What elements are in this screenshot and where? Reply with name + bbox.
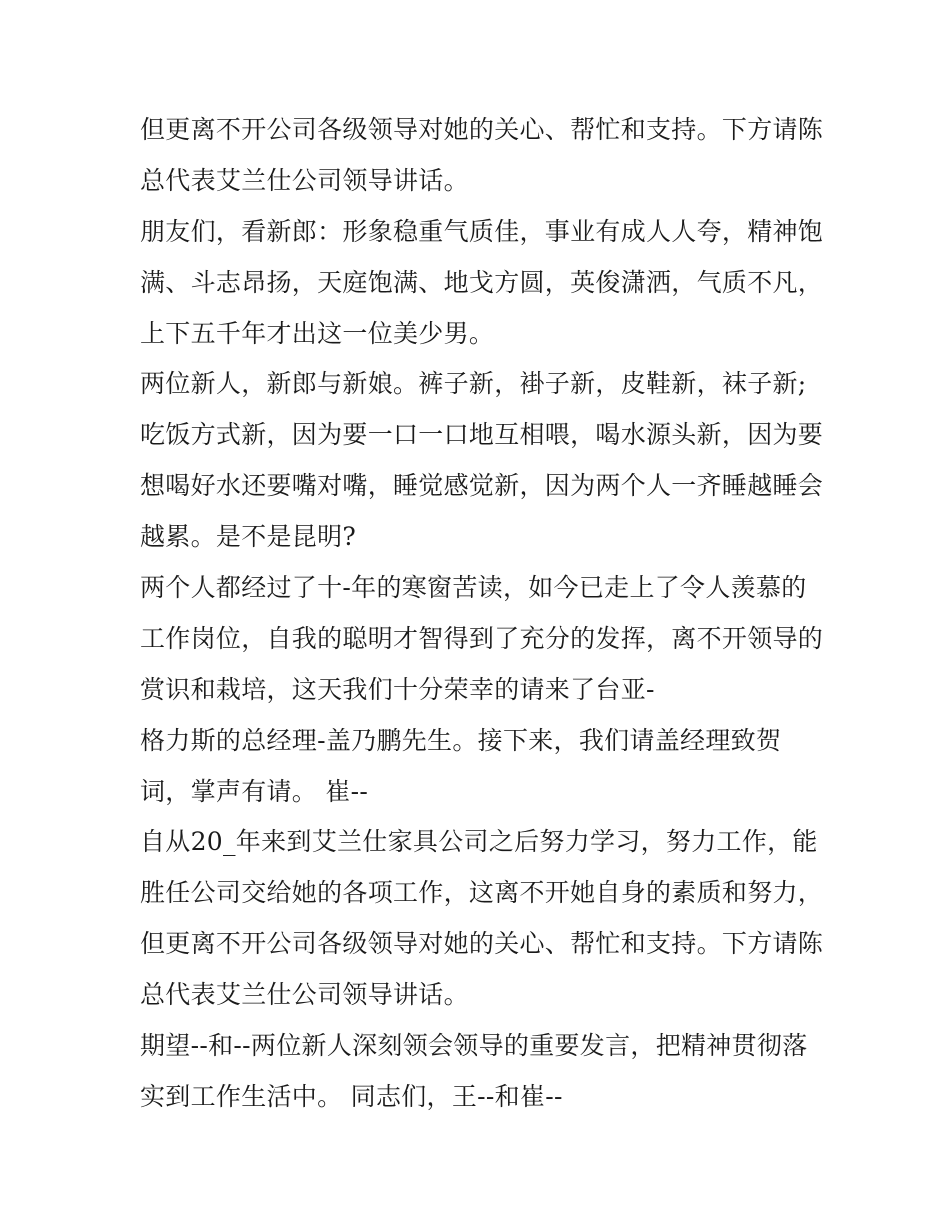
text-line: 但更离不开公司各级领导对她的关心、帮忙和支持。下方请陈 (140, 929, 824, 959)
text-line: 满、斗志昂扬，天庭饱满、地戈方圆，英俊潇洒，气质不凡， (140, 267, 824, 297)
text-line: 吃饭方式新，因为要一口一口地互相喂，喝水源头新，因为要 (140, 420, 824, 450)
text-line: 想喝好水还要嘴对嘴，睡觉感觉新，因为两个人一齐睡越睡会 (140, 471, 824, 501)
text-line: 工作岗位，自我的聪明才智得到了充分的发挥，离不开领导的 (140, 623, 824, 653)
text-line: 上下五千年才出这一位美少男。 (140, 318, 495, 348)
text-line: 总代表艾兰仕公司领导讲话。 (140, 165, 469, 195)
text-line: 但更离不开公司各级领导对她的关心、帮忙和支持。下方请陈 (140, 115, 824, 144)
text-line: 词，掌声有请。 崔-- (140, 776, 369, 806)
text-line: 两位新人，新郎与新娘。裤子新，褂子新，皮鞋新，袜子新; (140, 369, 807, 399)
text-line: 越累。是不是昆明? (140, 522, 357, 552)
text-line: 实到工作生活中。 同志们，王--和崔-- (140, 1081, 563, 1111)
text-line: 胜任公司交给她的各项工作，这离不开她自身的素质和努力， (140, 878, 824, 908)
text-line: 格力斯的总经理-盖乃鹏先生。接下来，我们请盖经理致贺 (140, 725, 782, 755)
document-body (140, 105, 824, 1123)
text-line: 赏识和栽培，这天我们十分荣幸的请来了台亚- (140, 674, 655, 704)
text-line: 期望--和--两位新人深刻领会领导的重要发言，把精神贯彻落 (140, 1031, 808, 1061)
text-line: 两个人都经过了十-年的寒窗苦读，如今已走上了令人羡慕的 (140, 573, 807, 603)
text-line: 自从20_年来到艾兰仕家具公司之后努力学习，努力工作，能 (140, 827, 818, 857)
text-line: 总代表艾兰仕公司领导讲话。 (140, 980, 469, 1010)
text-line: 朋友们，看新郎：形象稳重气质佳，事业有成人人夸，精神饱 (140, 216, 824, 246)
